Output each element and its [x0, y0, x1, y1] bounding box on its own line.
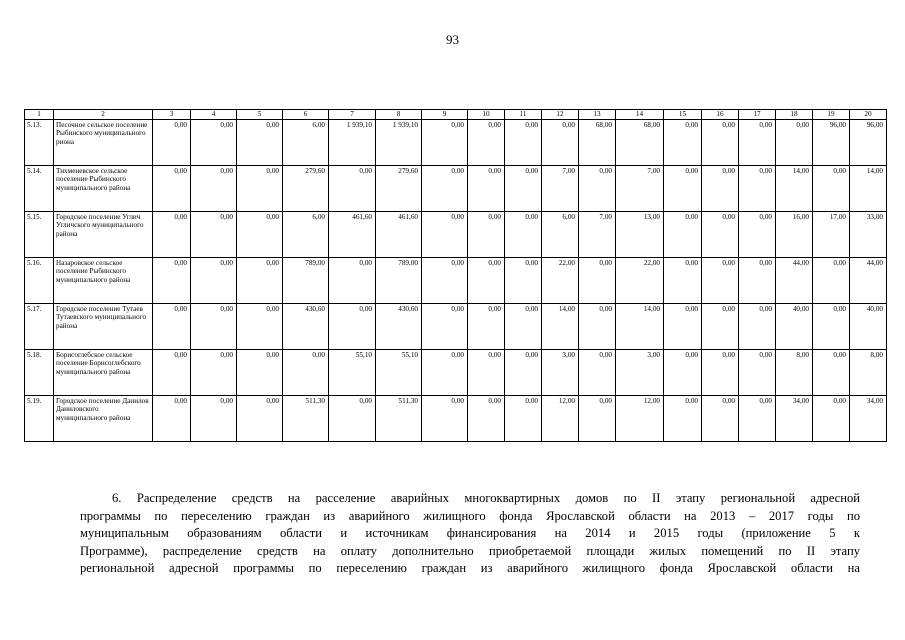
table-cell: 0,00	[329, 258, 376, 304]
table-cell: 430,60	[283, 304, 329, 350]
table-cell: 0,00	[664, 396, 702, 442]
table-cell: 0,00	[237, 166, 283, 212]
table-cell: 0,00	[237, 258, 283, 304]
table-cell: 0,00	[153, 166, 191, 212]
table-row	[25, 212, 887, 258]
table-cell: 0,00	[422, 166, 468, 212]
table-cell: 0,00	[237, 350, 283, 396]
table-cell: 0,00	[739, 166, 776, 212]
table-cell: 0,00	[153, 258, 191, 304]
table-cell: 0,00	[739, 304, 776, 350]
body-paragraph	[80, 490, 860, 578]
table-cell: 0,00	[739, 212, 776, 258]
table-row	[25, 120, 887, 166]
table-cell: 0,00	[702, 304, 739, 350]
table-cell: 0,00	[191, 304, 237, 350]
table-cell: 0,00	[702, 350, 739, 396]
table-cell: 14,00	[616, 304, 664, 350]
column-header: 18	[776, 110, 813, 120]
table-cell: 0,00	[505, 304, 542, 350]
table-cell: 0,00	[422, 120, 468, 166]
column-header: 2	[54, 110, 153, 120]
table-cell: 0,00	[468, 396, 505, 442]
column-header: 12	[542, 110, 579, 120]
table-cell: 0,00	[468, 350, 505, 396]
table-header	[25, 110, 887, 120]
column-header: 19	[813, 110, 850, 120]
table-cell: 0,00	[468, 258, 505, 304]
table-cell: 0,00	[191, 212, 237, 258]
table-cell: 0,00	[191, 350, 237, 396]
table-cell: 55,10	[376, 350, 422, 396]
paragraph-line: 6. Распределение средств на расселение аварийных многоквартирных домов по II этапу региональной адресной	[112, 491, 860, 505]
table-cell: 0,00	[702, 396, 739, 442]
column-header: 14	[616, 110, 664, 120]
header-row	[25, 110, 887, 120]
table-cell: 0,00	[153, 350, 191, 396]
table-cell: 0,00	[468, 166, 505, 212]
table-cell: 0,00	[505, 166, 542, 212]
table-cell: 0,00	[153, 396, 191, 442]
table-cell: 3,00	[542, 350, 579, 396]
table-cell: 7,00	[542, 166, 579, 212]
row-index: 5.15.	[25, 212, 54, 258]
table-cell: 0,00	[579, 350, 616, 396]
allocation-table	[24, 109, 887, 442]
table-cell: 0,00	[739, 258, 776, 304]
municipality-name: Тихменевское сельское поселение Рыбинского муниципального района	[54, 166, 153, 212]
table-cell: 0,00	[468, 120, 505, 166]
column-header: 1	[25, 110, 54, 120]
column-header: 13	[579, 110, 616, 120]
table-cell: 8,00	[850, 350, 887, 396]
table-cell: 0,00	[664, 258, 702, 304]
table-cell: 0,00	[237, 396, 283, 442]
table-cell: 55,10	[329, 350, 376, 396]
table-cell: 14,00	[542, 304, 579, 350]
table-cell: 17,00	[813, 212, 850, 258]
table-cell: 511,30	[283, 396, 329, 442]
table-cell: 0,00	[542, 120, 579, 166]
column-header: 17	[739, 110, 776, 120]
table-cell: 0,00	[422, 258, 468, 304]
table-cell: 8,00	[776, 350, 813, 396]
table-cell: 44,00	[776, 258, 813, 304]
table-cell: 16,00	[776, 212, 813, 258]
table-cell: 0,00	[153, 120, 191, 166]
column-header: 16	[702, 110, 739, 120]
table-row	[25, 396, 887, 442]
table-cell: 0,00	[579, 396, 616, 442]
table-cell: 0,00	[579, 304, 616, 350]
table-cell: 511,30	[376, 396, 422, 442]
row-index: 5.13.	[25, 120, 54, 166]
municipality-name: Городское поселение Углич Угличского муниципального района	[54, 212, 153, 258]
table-cell: 0,00	[329, 166, 376, 212]
table-cell: 0,00	[702, 258, 739, 304]
table-cell: 0,00	[153, 304, 191, 350]
table-cell: 0,00	[813, 350, 850, 396]
table-cell: 68,00	[616, 120, 664, 166]
table-cell: 22,00	[542, 258, 579, 304]
table-cell: 0,00	[191, 396, 237, 442]
table-body	[25, 120, 887, 442]
table-cell: 0,00	[283, 350, 329, 396]
municipality-name: Городское поселение Тутаев Тутаевского муниципального района	[54, 304, 153, 350]
table-cell: 1 939,10	[329, 120, 376, 166]
table-cell: 0,00	[579, 166, 616, 212]
table-cell: 0,00	[237, 212, 283, 258]
table-cell: 0,00	[739, 396, 776, 442]
table-cell: 96,00	[813, 120, 850, 166]
page-number: 93	[446, 32, 459, 47]
column-header: 10	[468, 110, 505, 120]
table-cell: 96,00	[850, 120, 887, 166]
table-cell: 0,00	[813, 304, 850, 350]
table-cell: 789,00	[283, 258, 329, 304]
table-cell: 461,60	[329, 212, 376, 258]
paragraph-line: Программе), распределение средств на оплату дополнительно приобретаемой площади жилых помещений по II этапу	[80, 543, 860, 558]
table-cell: 14,00	[776, 166, 813, 212]
row-index: 5.18.	[25, 350, 54, 396]
table-cell: 0,00	[739, 350, 776, 396]
table-cell: 14,00	[850, 166, 887, 212]
table-cell: 0,00	[664, 304, 702, 350]
column-header: 20	[850, 110, 887, 120]
table-cell: 0,00	[422, 212, 468, 258]
table-cell: 12,00	[542, 396, 579, 442]
table-cell: 7,00	[616, 166, 664, 212]
table-cell: 0,00	[664, 212, 702, 258]
column-header: 8	[376, 110, 422, 120]
table-cell: 44,00	[850, 258, 887, 304]
row-index: 5.17.	[25, 304, 54, 350]
table-cell: 0,00	[813, 258, 850, 304]
table-cell: 34,00	[776, 396, 813, 442]
table-cell: 0,00	[505, 350, 542, 396]
column-header: 3	[153, 110, 191, 120]
table-cell: 0,00	[702, 166, 739, 212]
table-cell: 0,00	[505, 396, 542, 442]
table-cell: 40,00	[850, 304, 887, 350]
table-cell: 40,00	[776, 304, 813, 350]
table-cell: 0,00	[664, 120, 702, 166]
table-cell: 789,00	[376, 258, 422, 304]
table-cell: 0,00	[153, 212, 191, 258]
table-row	[25, 166, 887, 212]
table-cell: 0,00	[579, 258, 616, 304]
row-index: 5.14.	[25, 166, 54, 212]
table-cell: 0,00	[237, 304, 283, 350]
table-cell: 33,00	[850, 212, 887, 258]
paragraph-line: программы по переселению граждан из аварийного жилищного фонда Ярославской области на 2013 – 2017 годы по	[80, 508, 860, 523]
table-cell: 430,60	[376, 304, 422, 350]
table-cell: 13,00	[616, 212, 664, 258]
table-cell: 0,00	[664, 350, 702, 396]
table-cell: 3,00	[616, 350, 664, 396]
table-cell: 0,00	[422, 396, 468, 442]
table-cell: 0,00	[422, 304, 468, 350]
table-cell: 6,00	[542, 212, 579, 258]
table-cell: 0,00	[191, 258, 237, 304]
table-cell: 0,00	[422, 350, 468, 396]
table-cell: 0,00	[505, 258, 542, 304]
municipality-name: Песочное сельское поселение Рыбинского муниципального риона	[54, 120, 153, 166]
table-cell: 6,00	[283, 120, 329, 166]
table-cell: 22,00	[616, 258, 664, 304]
table-cell: 0,00	[776, 120, 813, 166]
table-cell: 6,00	[283, 212, 329, 258]
municipality-name: Городское поселение Данилов Даниловского муниципального района	[54, 396, 153, 442]
municipality-name: Назаровское сельское поселение Рыбинского муниципального района	[54, 258, 153, 304]
column-header: 9	[422, 110, 468, 120]
table-cell: 0,00	[329, 396, 376, 442]
table-cell: 12,00	[616, 396, 664, 442]
row-index: 5.16.	[25, 258, 54, 304]
table-cell: 279,60	[283, 166, 329, 212]
table-cell: 461,60	[376, 212, 422, 258]
column-header: 11	[505, 110, 542, 120]
table-cell: 0,00	[505, 120, 542, 166]
table-cell: 68,00	[579, 120, 616, 166]
table-cell: 0,00	[702, 212, 739, 258]
table-cell: 279,60	[376, 166, 422, 212]
table-cell: 0,00	[468, 304, 505, 350]
table-row	[25, 304, 887, 350]
table-cell: 0,00	[813, 396, 850, 442]
table-cell: 0,00	[329, 304, 376, 350]
table-cell: 0,00	[237, 120, 283, 166]
table-cell: 0,00	[702, 120, 739, 166]
table-cell: 7,00	[579, 212, 616, 258]
column-header: 6	[283, 110, 329, 120]
table-cell: 0,00	[191, 120, 237, 166]
table-cell: 0,00	[813, 166, 850, 212]
paragraph-line: муниципальным образованиям области и источникам финансирования на 2014 и 2015 годы (приложение 5 к	[80, 526, 860, 541]
municipality-name: Борисоглебское сельское поселение Борисоглебского муниципального района	[54, 350, 153, 396]
paragraph-line: региональной адресной программы по переселению граждан из аварийного жилищного фонда Ярославской области на	[80, 561, 860, 576]
table-row	[25, 258, 887, 304]
table-row	[25, 350, 887, 396]
table-cell: 0,00	[468, 212, 505, 258]
column-header: 4	[191, 110, 237, 120]
row-index: 5.19.	[25, 396, 54, 442]
column-header: 7	[329, 110, 376, 120]
table-cell: 34,00	[850, 396, 887, 442]
table-cell: 0,00	[664, 166, 702, 212]
table-cell: 0,00	[505, 212, 542, 258]
table-cell: 0,00	[739, 120, 776, 166]
column-header: 15	[664, 110, 702, 120]
column-header: 5	[237, 110, 283, 120]
table-cell: 1 939,10	[376, 120, 422, 166]
table-cell: 0,00	[191, 166, 237, 212]
